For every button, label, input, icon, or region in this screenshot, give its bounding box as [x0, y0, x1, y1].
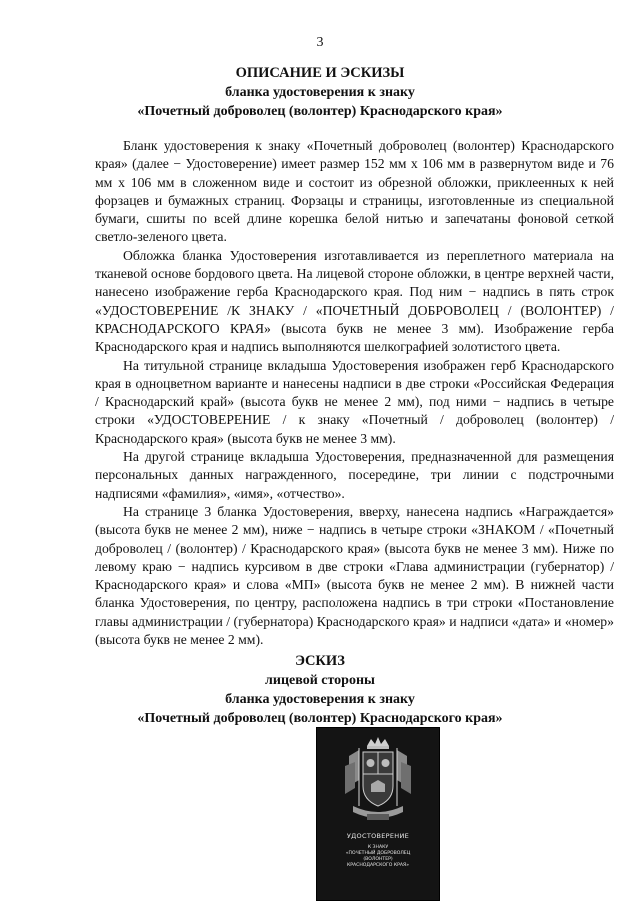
cover-subtext-line-3: (ВОЛОНТЕР)	[363, 857, 393, 862]
sketch-line-1: ЭСКИЗ	[295, 653, 345, 669]
document-title	[90, 64, 550, 121]
title-line-2: бланка удостоверения к знаку	[225, 85, 415, 100]
cover-subtext	[317, 845, 439, 869]
sketch-line-4: «Почетный доброволец (волонтер) Краснодарского края»	[137, 711, 503, 726]
page-number: 3	[316, 35, 324, 50]
sketch-line-3: бланка удостоверения к знаку	[225, 692, 415, 707]
title-line-1: ОПИСАНИЕ И ЭСКИЗЫ	[235, 65, 405, 81]
krasnodar-coat-of-arms-icon	[343, 736, 413, 828]
certificate-cover-sketch	[316, 727, 440, 901]
paragraph-1: Бланк удостоверения к знаку «Почетный доброволец (волонтер) Краснодарского края» (далее − Удостоверение) имеет размер 152 мм х 106 мм в развернутом виде и 76 мм х 106 мм в сложенном виде и состоит из обрезной обложки, приклеенных к ней форзацев и бумажных страниц. Форзацы и страницы, изготовленные из специальной бумаги, сшиты по всей длине корешка белой нитью и запечатаны фоновой сеткой светло-зеленого цвета.	[95, 138, 614, 245]
paragraph-3: На титульной странице вкладыша Удостоверения изображен герб Краснодарского края в одноцветном варианте и нанесены надписи в две строки «Российская Федерация / Краснодарский край» (высота букв не менее 2 мм), под ними − надпись в четыре строки «УДОСТОВЕРЕНИЕ / к знаку «Почетный / доброволец (волонтер) / Краснодарского края» (высота букв не менее 3 мм).	[95, 357, 614, 446]
cover-subtext-line-1: К ЗНАКУ	[367, 845, 389, 850]
sketch-heading	[110, 652, 530, 728]
paragraph-2: Обложка бланка Удостоверения изготавливается из переплетного материала на тканевой основе бордового цвета. На лицевой стороне обложки, в центре верхней части, нанесено изображение герба Краснодарского края. Под ним − надпись в пять строк «УДОСТОВЕРЕНИЕ /К ЗНАКУ / «ПОЧЕТНЫЙ ДОБРОВОЛЕЦ / (ВОЛОНТЕР) / КРАСНОДАРСКОГО КРАЯ» (высота букв не менее 3 мм). Изображение герба Краснодарского края и надпись выполняются шелкографией золотистого цвета.	[95, 247, 614, 355]
paragraph-5: На странице 3 бланка Удостоверения, вверху, нанесена надпись «Награждается» (высота букв не менее 2 мм), ниже − надпись в четыре строки «ЗНАКОМ / «Почетный доброволец / (волонтер) / Краснодарского края» (высота букв не менее 3 мм). Ниже по левому краю − надпись курсивом в две строки «Глава администрации (губернатор) / Краснодарского края» и слова «МП» (высота букв не менее 2 мм). В нижней части бланка Удостоверения, по центру, расположена надпись в три строки «Постановление главы администрации / (губернатора) Краснодарского края» и надписи «дата» и «номер» (высота букв не менее 2 мм).	[95, 503, 614, 648]
paragraph-4: На другой странице вкладыша Удостоверения, предназначенной для размещения персональных данных награжденного, посередине, три линии с подстрочными надписями «фамилия», «имя», «отчество».	[95, 449, 614, 501]
cover-subtext-line-4: КРАСНОДАРСКОГО КРАЯ»	[346, 863, 410, 868]
description-body	[95, 137, 614, 649]
cover-heading: УДОСТОВЕРЕНИЕ	[346, 832, 410, 840]
sketch-line-2: лицевой стороны	[265, 673, 375, 688]
cover-subtext-line-2: «ПОЧЕТНЫЙ ДОБРОВОЛЕЦ	[345, 851, 411, 856]
title-line-3: «Почетный доброволец (волонтер) Краснодарского края»	[137, 104, 503, 119]
